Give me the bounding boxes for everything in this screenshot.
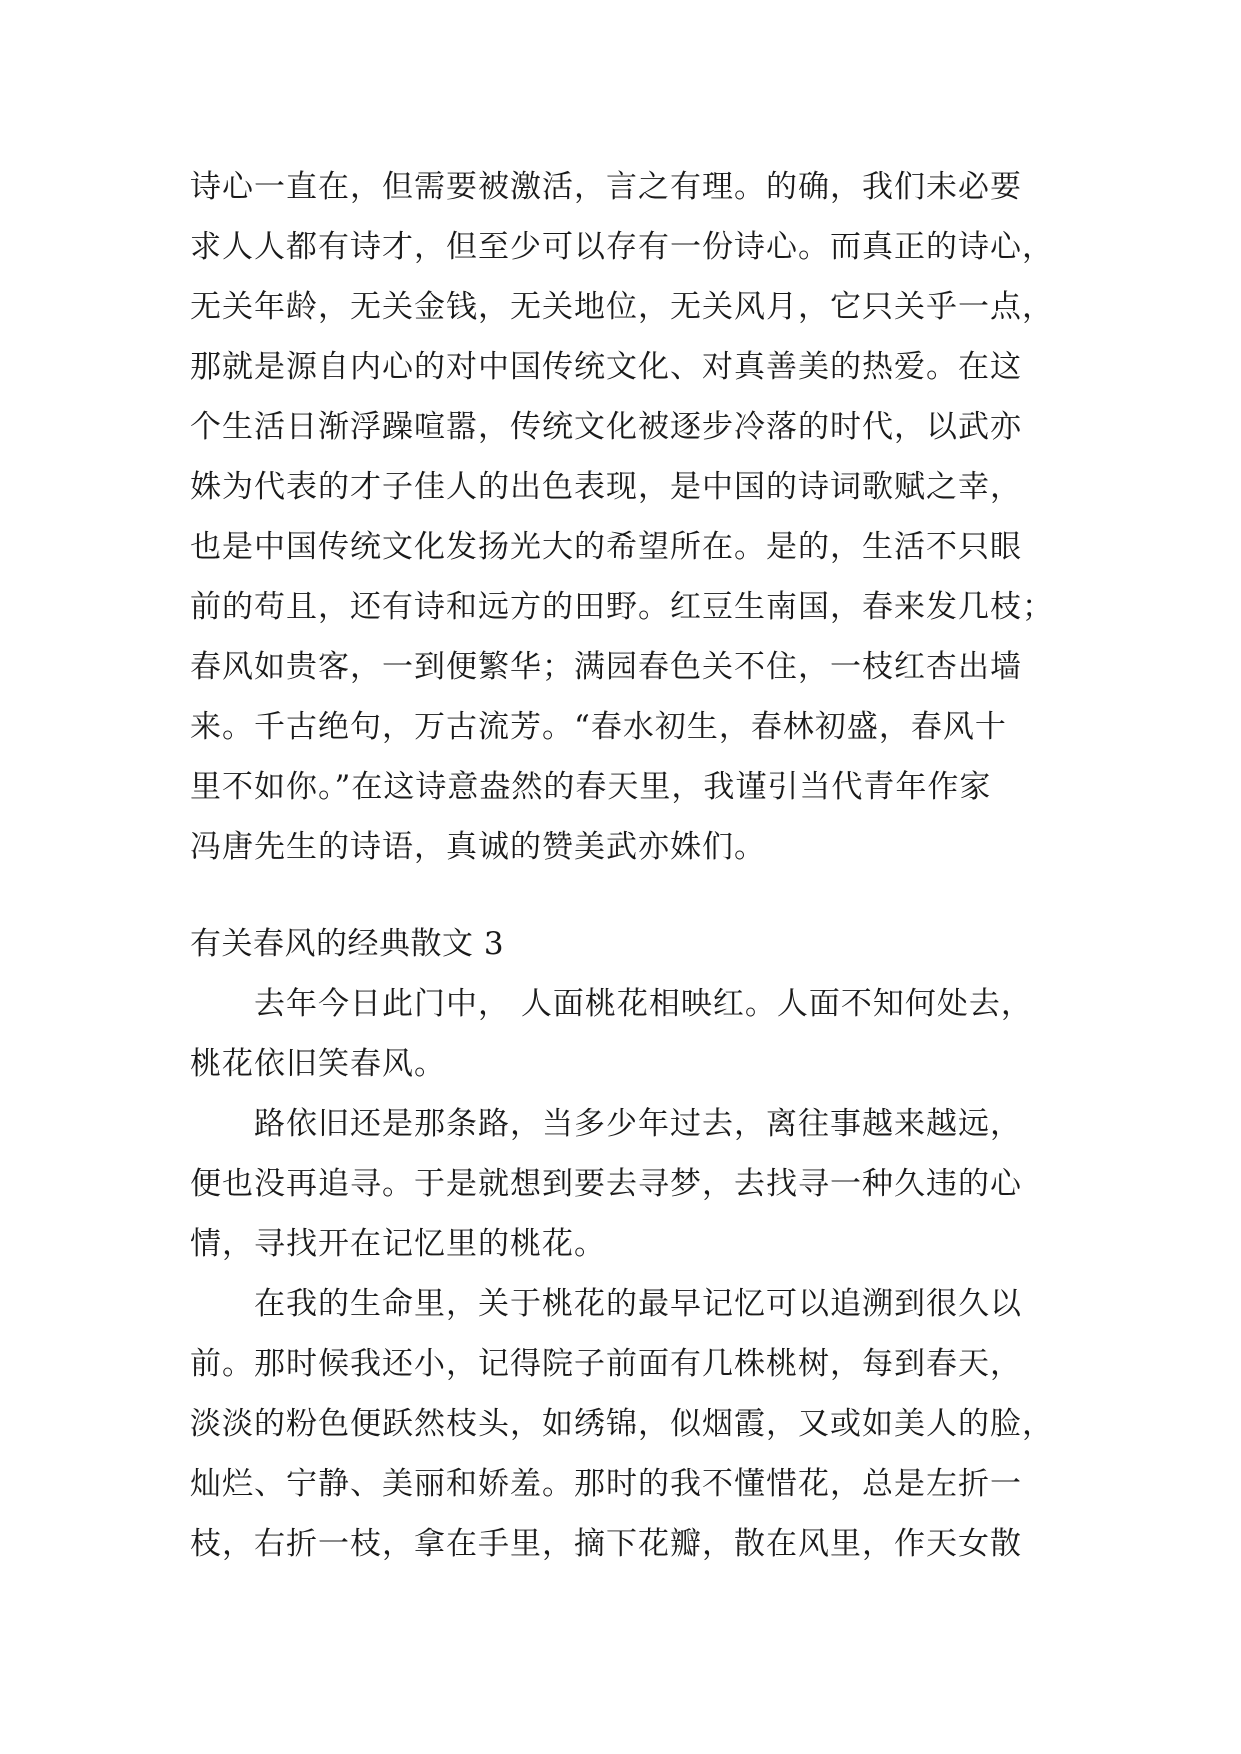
- text-line: 去年今日此门中， 人面桃花相映红。人面不知何处去，: [190, 986, 1033, 1022]
- text-line: 里不如你。”在这诗意盎然的春天里，我谨引当代青年作家: [190, 769, 992, 805]
- text-line: 来。千古绝句，万古流芳。“春水初生，春林初盛，春风十: [190, 709, 1007, 745]
- text-line: 枝，右折一枝，拿在手里，摘下花瓣，散在风里，作天女散: [190, 1526, 1022, 1562]
- text-line: 情，寻找开在记忆里的桃花。: [190, 1226, 606, 1262]
- text-line: 姝为代表的才子佳人的出色表现，是中国的诗词歌赋之幸，: [190, 469, 1022, 505]
- text-line: 也是中国传统文化发扬光大的希望所在。是的，生活不只眼: [190, 529, 1022, 565]
- text-line: 那就是源自内心的对中国传统文化、对真善美的热爱。在这: [190, 349, 1022, 385]
- text-line: 前的苟且，还有诗和远方的田野。红豆生南国，春来发几枝；: [190, 589, 1054, 625]
- text-line: 诗心一直在，但需要被激活，言之有理。的确，我们未必要: [190, 169, 1022, 205]
- paragraph-earliest-memory: [190, 1274, 1054, 1574]
- text-line: 便也没再追寻。于是就想到要去寻梦，去找寻一种久违的心: [190, 1166, 1022, 1202]
- text-line: 前。那时候我还小，记得院子前面有几株桃树，每到春天，: [190, 1346, 1022, 1382]
- section-heading: [190, 914, 1050, 974]
- text-line: 春风如贵客，一到便繁华；满园春色关不住，一枝红杏出墙: [190, 649, 1022, 685]
- text-line: 桃花依旧笑春风。: [190, 1046, 446, 1082]
- paragraph-peach-poem: [190, 974, 1050, 1094]
- text-line: 在我的生命里，关于桃花的最早记忆可以追溯到很久以: [190, 1286, 1022, 1322]
- text-line: 个生活日渐浮躁喧嚣，传统文化被逐步冷落的时代，以武亦: [190, 409, 1022, 445]
- text-line: 求人人都有诗才，但至少可以存有一份诗心。而真正的诗心，: [190, 229, 1054, 265]
- text-line: 灿烂、宁静、美丽和娇羞。那时的我不懂惜花，总是左折一: [190, 1466, 1022, 1502]
- text-line: 淡淡的粉色便跃然枝头，如绣锦，似烟霞，又或如美人的脸，: [190, 1406, 1054, 1442]
- text-line: 无关年龄，无关金钱，无关地位，无关风月，它只关乎一点，: [190, 289, 1054, 325]
- paragraph-same-road: [190, 1094, 1050, 1274]
- text-line: 路依旧还是那条路，当多少年过去，离往事越来越远，: [190, 1106, 1022, 1142]
- section-heading-text: 有关春风的经典散文 3: [190, 926, 505, 962]
- text-line: 冯唐先生的诗语，真诚的赞美武亦姝们。: [190, 829, 766, 865]
- paragraph-poetic-heart: [190, 157, 1054, 877]
